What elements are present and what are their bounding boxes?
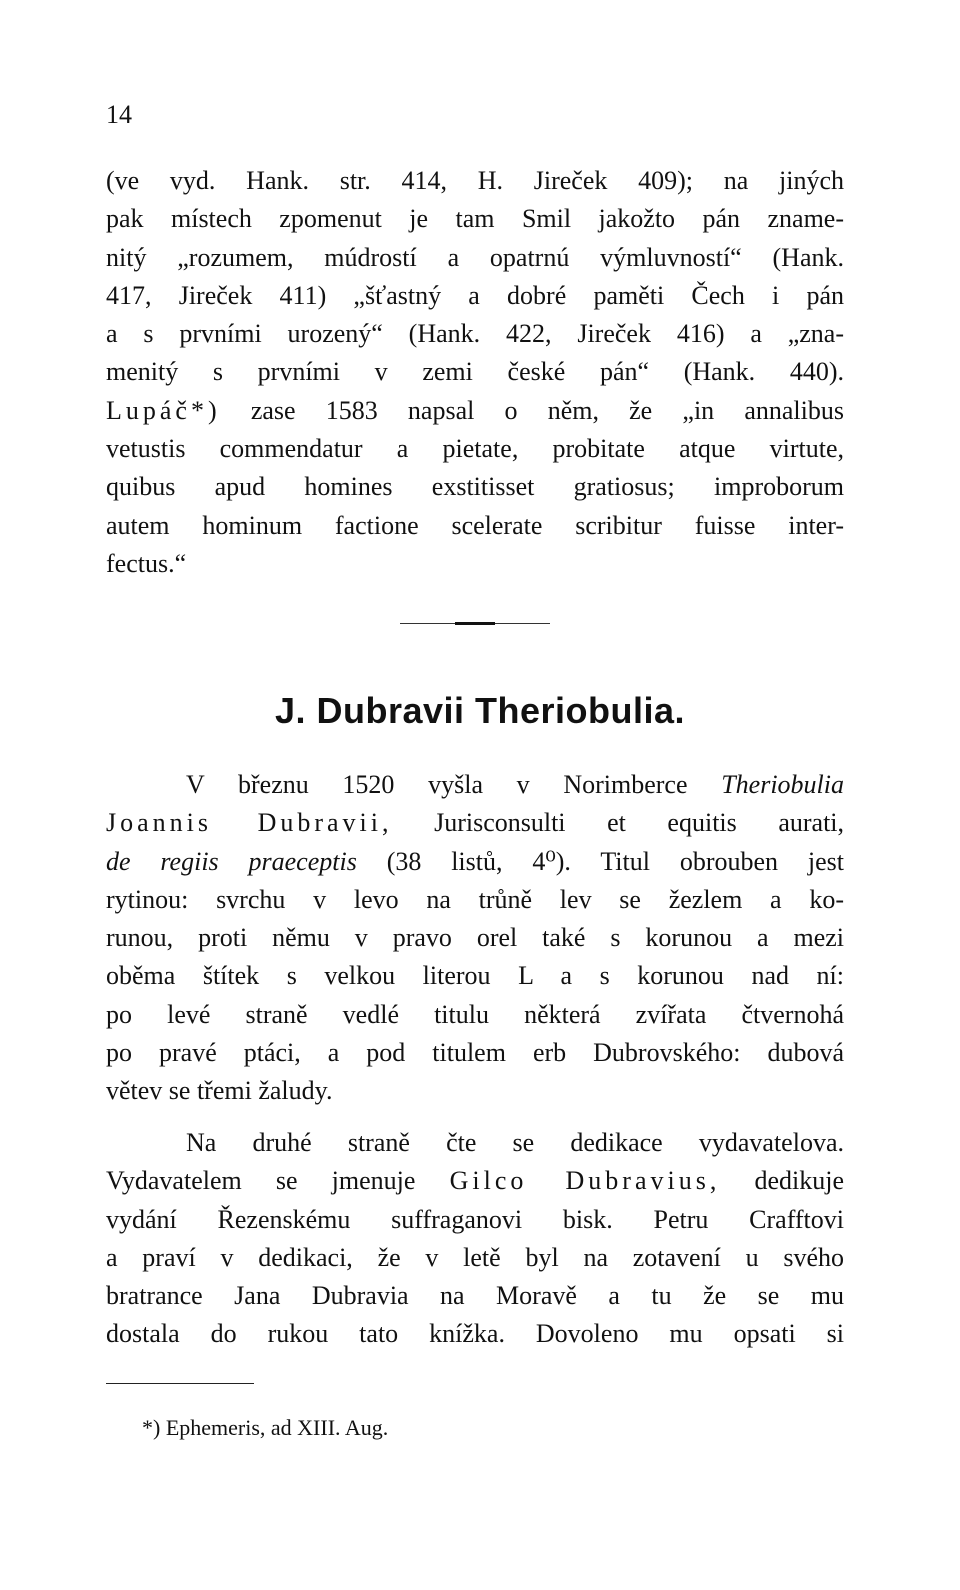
paragraph-description <box>106 766 844 1111</box>
text-line <box>106 392 844 430</box>
paragraph-dedication <box>106 1124 844 1354</box>
text-line: nitý „rozumem, múdrostí a opatrnú výmluvností“ (Hank. <box>106 242 844 272</box>
paragraph-continuation <box>106 162 844 583</box>
divider-thick-line <box>455 622 495 625</box>
text-line: a praví v dedikaci, že v letě byl na zotavení u svého <box>106 1242 844 1272</box>
spaced-name: Lupáč*) <box>106 395 221 425</box>
italic-title: Theriobulia <box>721 770 844 799</box>
text-line: vydání Řezenskému suffraganovi bisk. Petru Crafftovi <box>106 1204 844 1234</box>
text-line: quibus apud homines exstitisset gratiosus; improborum <box>106 472 844 502</box>
text-fragment: Vydavatelem se jmenuje <box>106 1166 416 1196</box>
text-fragment: dedikuje <box>754 1166 845 1196</box>
page-number: 14 <box>106 100 132 129</box>
text-line <box>106 804 844 842</box>
text-fragment: (38 listů, 4⁰). Titul obrouben jest <box>386 846 844 876</box>
section-heading: J. Dubravii Theriobulia. <box>274 690 686 731</box>
text-line: runou, proti němu v pravo orel také s korunou a mezi <box>106 923 844 953</box>
text-line: 417, Jireček 411) „šťastný a dobré paměti Čech i pán <box>106 280 844 310</box>
text-line: menitý s prvními v zemi české pán“ (Hank. 440). <box>106 357 844 387</box>
italic-title: de regiis praeceptis <box>106 846 357 876</box>
text-line: dostala do rukou tato knížka. Dovoleno mu opsati si <box>106 1319 844 1349</box>
text-line: po levé straně vedlé titulu některá zvířata čtvernohá <box>106 999 844 1029</box>
text-fragment: V březnu 1520 vyšla v Norimberce <box>186 770 688 799</box>
text-line: fectus.“ <box>106 548 187 578</box>
text-line <box>106 843 844 881</box>
text-line: oběma štítek s velkou literou L a s korunou nad ní: <box>106 961 844 991</box>
text-line: pak místech zpomenut je tam Smil jakožto pán zname- <box>106 204 844 234</box>
text-line: a s prvními urozený“ (Hank. 422, Jireček 416) a „zna- <box>106 319 844 349</box>
text-line <box>106 1162 844 1200</box>
text-line <box>106 766 844 804</box>
spaced-name: Joannis Dubravii, <box>106 808 393 838</box>
text-line: větev se třemi žaludy. <box>106 1076 333 1106</box>
text-line: (ve vyd. Hank. str. 414, H. Jireček 409); na jiných <box>106 166 844 195</box>
text-line: vetustis commendatur a pietate, probitate atque virtute, <box>106 434 844 464</box>
footnote-rule <box>106 1383 254 1384</box>
text-fragment: zase 1583 napsal o něm, že „in annalibus <box>250 395 844 425</box>
text-line: po pravé ptáci, a pod titulem erb Dubrovského: dubová <box>106 1038 844 1068</box>
text-line: autem hominum factione scelerate scribitur fuisse inter- <box>106 510 844 540</box>
text-line: rytinou: svrchu v levo na trůně lev se žezlem a ko- <box>106 884 844 914</box>
section-divider <box>400 622 550 624</box>
text-fragment: Jurisconsulti et equitis aurati, <box>434 808 845 838</box>
text-line: Na druhé straně čte se dedikace vydavatelova. <box>186 1128 844 1157</box>
text-line: bratrance Jana Dubravia na Moravě a tu že se mu <box>106 1281 844 1311</box>
spaced-name: Gilco Dubravius, <box>449 1166 721 1196</box>
footnote: *) Ephemeris, ad XIII. Aug. <box>142 1415 389 1440</box>
